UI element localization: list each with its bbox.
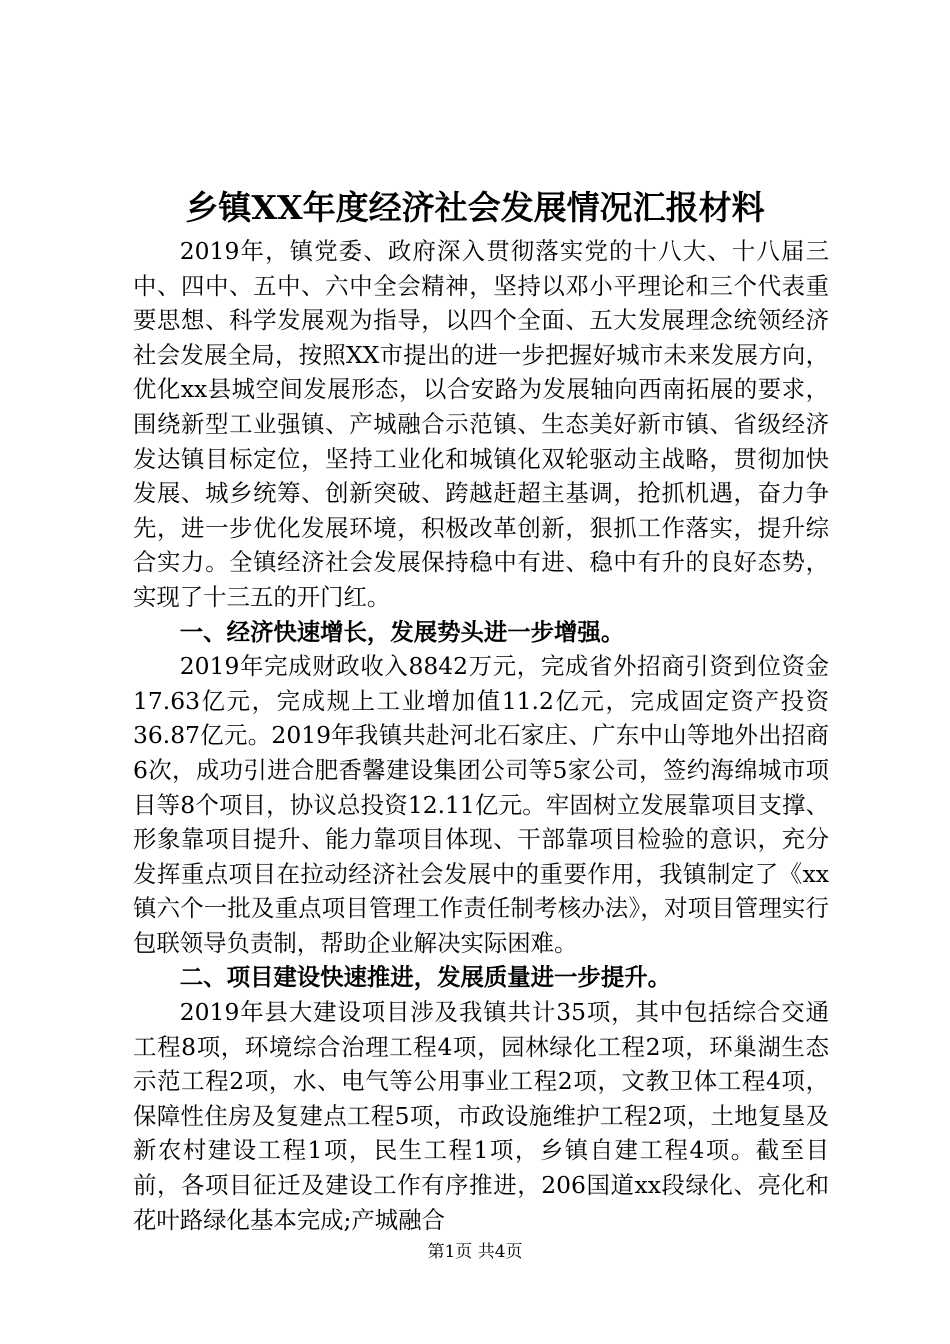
page-number-footer: 第1页 共4页 [427,1242,523,1262]
document-title: 乡镇XX年度经济社会发展情况汇报材料 [185,188,765,227]
section-1-paragraph: 2019年完成财政收入8842万元，完成省外招商引资到位资金17.63亿元，完成规上工业增加值11.2亿元，完成固定资产投资36.87亿元。2019年我镇共赴河北石家庄、广东中山等地外出招商6次，成功引进合肥香馨建设集团公司等5家公司，签约海绵城市项目等8个项目，协议总投资12.11亿元。牢固树立发展靠项目支撑、形象靠项目提升、能力靠项目体现、干部靠项目检验的意识，充分发挥重点项目在拉动经济社会发展中的重要作用，我镇制定了《xx镇六个一批及重点项目管理工作责任制考核办法》，对项目管理实行包联领导负责制，帮助企业解决实际困难。 [133,652,829,957]
section-heading-1: 一、经济快速增长，发展势头进一步增强。 [179,617,625,646]
section-2-paragraph: 2019年县大建设项目涉及我镇共计35项，其中包括综合交通工程8项，环境综合治理工程4项，园林绿化工程2项，环巢湖生态示范工程2项，水、电气等公用事业工程2项，文教卫体工程4项，保障性住房及复建点工程5项，市政设施维护工程2项，土地复垦及新农村建设工程1项，民生工程1项，乡镇自建工程4项。截至目前，各项目征迁及建设工作有序推进，206国道xx段绿化、亮化和花叶路绿化基本完成;产城融合 [133,998,829,1234]
section-heading-2: 二、项目建设快速推进，发展质量进一步提升。 [179,963,671,992]
document-body [133,234,829,1237]
intro-paragraph: 2019年，镇党委、政府深入贯彻落实党的十八大、十八届三中、四中、五中、六中全会精神，坚持以邓小平理论和三个代表重要思想、科学发展观为指导，以四个全面、五大发展理念统领经济社会发展全局，按照XX市提出的进一步把握好城市未来发展方向，优化xx县城空间发展形态，以合安路为发展轴向西南拓展的要求，围绕新型工业强镇、产城融合示范镇、生态美好新市镇、省级经济发达镇目标定位，坚持工业化和城镇化双轮驱动主战略，贯彻加快发展、城乡统筹、创新突破、跨越赶超主基调，抢抓机遇，奋力争先，进一步优化发展环境，积极改革创新，狠抓工作落实，提升综合实力。全镇经济社会发展保持稳中有进、稳中有升的良好态势，实现了十三五的开门红。 [133,237,829,611]
